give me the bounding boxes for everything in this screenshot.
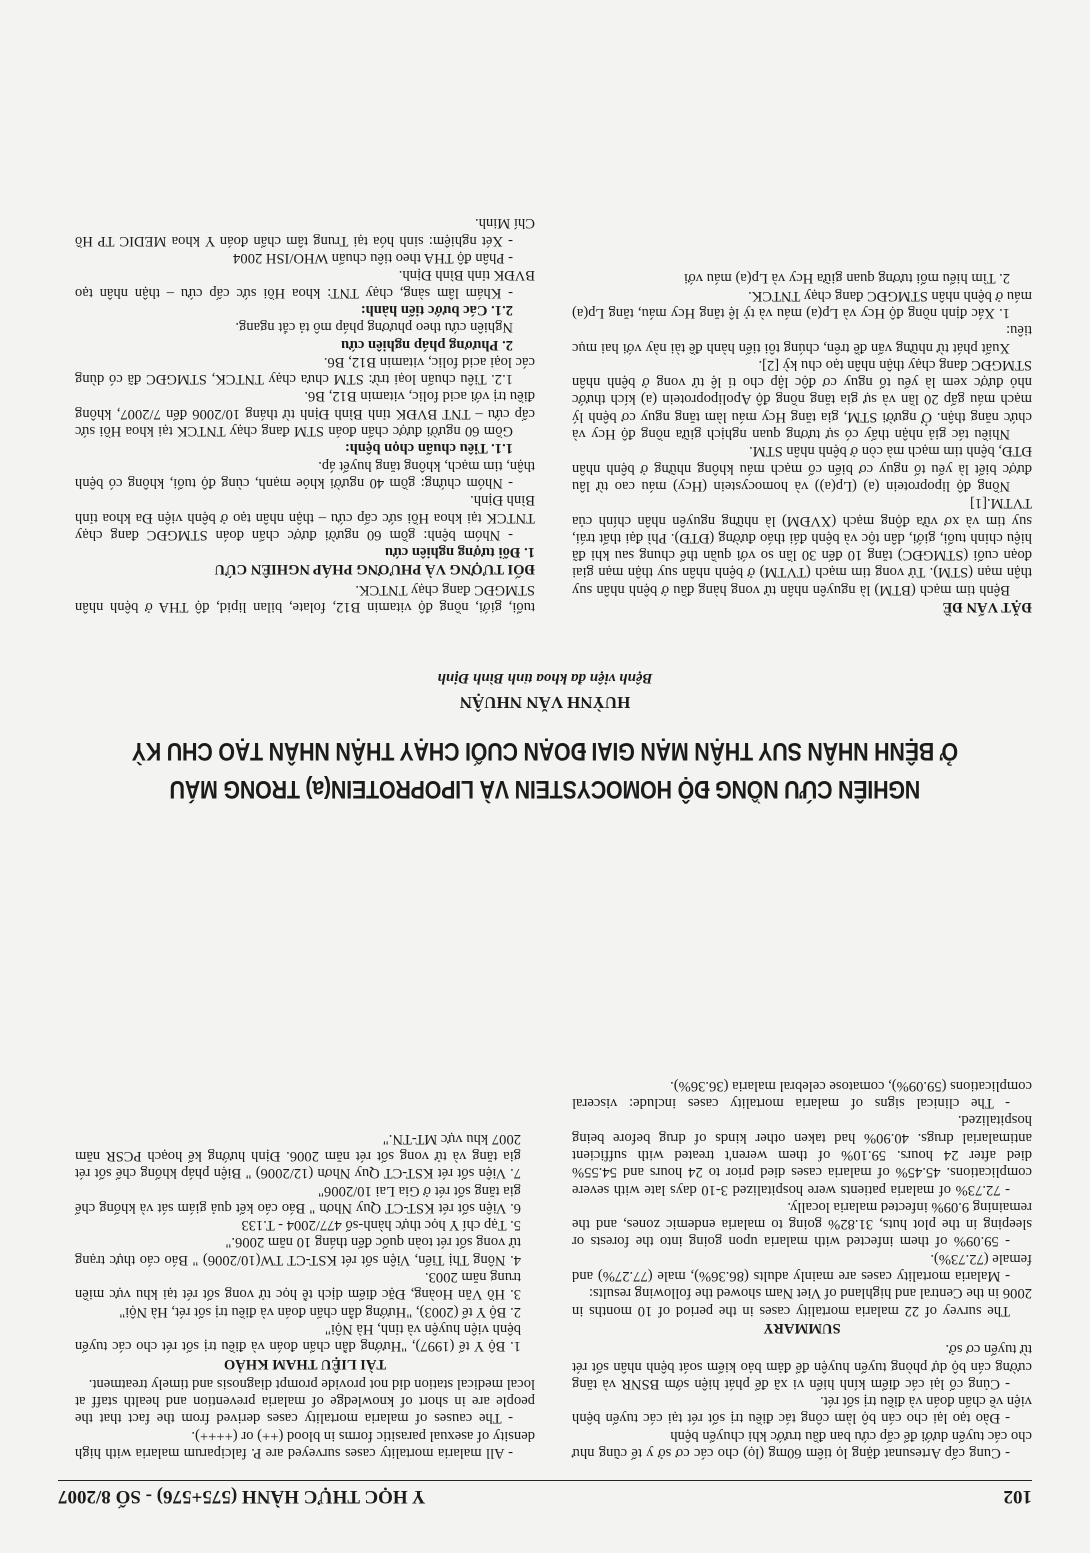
reference-item: 1. Bộ Y tế (1997), "Hướng dẫn chẩn đoán và điều trị sốt rét cho các tuyến bệnh viện huyện và tỉnh, Hà Nội" — [75, 1320, 521, 1355]
paragraph: The survey of 22 malaria mortality cases in the period of 10 months in 2006 in the Central and highland of Viet Nam showed the following results: — [572, 1285, 1032, 1319]
paragraph: - The clinical signs of malaria mortality cases include: visceral complications (59.09%), comatose celebral malaria (36.36%). — [572, 1077, 1032, 1112]
reference-item: 5. Tạp chí Y học thực hành-số 477/2004 - T.133 — [241, 1217, 521, 1234]
reference-item: 7. Viện sốt rét KST-CT Quy Nhơn (12/2006) " Biện pháp khống chế sốt rét gia tăng và tử vong sốt rét năm 2006. Định hướng kế hoạch PCSR năm 2007 khu vực MT-TN." — [75, 1130, 521, 1182]
paragraph: - 72.73% of malaria patients were hospitalized 3-10 days late with severe complications. 45.45% of malaria cases died prior to 24 hours and 54.55% died after 24 hours. 59.10% of them weren't treated with sufficient antimalarial drugs. 40.90% had taken other kinds of drug before being hospitalized. — [572, 1112, 1032, 1198]
summary-heading: SUMMARY — [763, 1319, 841, 1336]
paragraph: 1.2. Tiêu chuẩn loại trừ: STM chưa chạy TNTCK, STMGĐC đã có dùng các loại acid folic, vitamin B12, B6. — [75, 353, 535, 388]
paragraph: - Phân độ THA theo tiêu chuẩn WHO/ISH 2004 — [233, 250, 513, 267]
page-number: 102 — [1003, 1486, 1032, 1507]
reference-item: 3. Hồ Văn Hoàng, Đặc điểm dịch tễ học tử vong sốt rét tại khu vực miền trung năm 2003. — [75, 1269, 521, 1303]
reference-item: 4. Nông Thị Tiến, Viện sốt rét KST-CT TW(10/2006) " Báo cáo thực trạng tử vong sốt rét toàn quốc đến tháng 10 năm 2006." — [75, 1234, 521, 1268]
paragraph: - Cung cấp Artesunat đặng lọ tiêm 60mg (lọ) cho các cơ sở y tế cũng như cho các tuyến dưới để cấp cứu ban đầu trước khi chuyển bệnh — [572, 1427, 1032, 1461]
paragraph: - Nhóm chứng: gồm 40 người khỏe mạnh, cùng độ tuổi, không có bệnh thận, tim mạch, không tăng huyết áp. — [75, 457, 535, 491]
subsection-heading: 2.1. Các bước tiến hành: — [360, 301, 513, 318]
paragraph: Nhiều tác giả nhận thấy có sự tương quan nghịch giữa nồng độ Hcy và chức năng thận. Ở người STM, gia tăng Hcy máu làm tăng nguy cơ bệnh lý mạch máu gấp 20 lần và sự gia tăng nồng độ Apolipoprotein (a) kích thước nhỏ được xem là yếu tố nguy cơ độc lập cho tỉ lệ tử vong ở bệnh nhân STMGĐC đang chạy thận nhân tạo chu kỳ [2]. — [572, 356, 1032, 443]
paragraph: Nghiên cứu theo phương pháp mô tả cắt ngang. — [235, 319, 513, 336]
prev-article-left-column — [572, 1076, 1032, 1461]
paragraph: - Củng cố lại các điểm kính hiển vi xã để phát hiện sớm BSNR và tăng cường cán bộ dự phòng tuyến huyện để đảm bảo kiểm soát bệnh nhân sốt rét từ tuyến cơ sở. — [572, 1341, 1032, 1392]
paragraph: - Khám lâm sàng, chạy TNT: khoa Hồi sức cấp cứu – thận nhân tạo BVĐK tỉnh Bình Định. — [75, 267, 535, 301]
paragraph: - Nhóm bệnh: gồm 60 người được chẩn đoán STMGĐC đang chạy TNTCK tại khoa Hồi sức cấp cứu – thận nhân tạo ở bệnh viện Đa khoa tỉnh Bình Định. — [75, 492, 535, 543]
article-left-column — [572, 269, 1032, 615]
article-right-column — [75, 214, 535, 615]
paragraph: - All malaria mortality cases surveyed are P. falciparum malaria with high density of asexual parasitic forms in blood (++) or (++++). — [75, 1427, 535, 1461]
article-title-block — [58, 669, 1032, 808]
paragraph: - 59.09% of them infected with malaria upon going into the forests or sleeping in the plot huts, 31.82% going to malaria endemic zones, and the remaining 9.09% infected malaria locally. — [572, 1198, 1032, 1250]
paragraph: Bệnh tim mạch (BTM) là nguyên nhân tử vong hàng đầu ở bệnh nhân suy thận mạn (STM). Tử vong tim mạch (TVTM) ở bệnh nhân suy thận mạn giai đoạn cuối (STMGĐC) tăng 10 đến 30 lần so với quần thể chung sau khi đã hiệu chỉnh tuổi, giới, dân tộc và bệnh đái tháo đường (ĐTĐ). Phì đại thất trái, suy tim và xơ vữa động mạch (XVĐM) là những nguyên nhân chính của TVTM.[1] — [572, 495, 1032, 598]
section-heading: ĐẶT VẤN ĐỀ — [942, 599, 1032, 615]
paragraph: - The causes of malaria mortality cases derived from the fact that the people are in short of knowledge of malaria prevention and health staff at local medical station did not provide prompt diagnosis and timely treatment. — [75, 1375, 535, 1427]
reference-item: 2. Bộ Y tế (2003), "Hướng dẫn chẩn đoán và điều trị sốt rét, Hà Nội" — [119, 1303, 521, 1320]
running-head — [58, 1480, 1032, 1511]
paragraph: 2. Tìm hiểu mối tương quan giữa Hcy và Lp(a) máu với — [683, 270, 1010, 287]
paragraph: Xuất phát từ những vấn đề trên, chúng tôi tiến hành đề tài này với hai mục tiêu: — [572, 322, 1032, 356]
subsection-heading: 1.1. Tiêu chuẩn chọn bệnh: — [344, 440, 513, 457]
paragraph: - Xét nghiệm: sinh hóa tại Trung tâm chẩn đoán Y khoa MEDIC TP Hồ Chí Minh. — [75, 215, 535, 249]
article-title-line-1: NGHIÊN CỨU NỒNG ĐỘ HOMOCYSTEIN VÀ LIPOPROTEIN(a) TRONG MÁU — [169, 775, 921, 803]
reference-item: 6. Viện sốt rét KST-CT Quy Nhơn " Báo cáo kết quả giám sát và khống chế gia tăng sốt rét ở Gia Lai 10/2006" — [75, 1182, 521, 1216]
references-heading: TÀI LIỆU THAM KHẢO — [223, 1355, 387, 1372]
paragraph: - Đào tạo lại cho cán bộ làm công tác điều trị sốt rét tại các tuyến bệnh viện về chẩn đoán và điều trị sốt rét. — [572, 1393, 1032, 1427]
affiliation: Bệnh viện đa khoa tỉnh Bình Định — [437, 670, 653, 686]
subsection-heading: 2. Phương pháp nghiên cứu — [341, 336, 513, 353]
paragraph: - Malaria mortality cases are mainly adults (86.36%), male (77.27%) and female (72.73%). — [572, 1250, 1032, 1285]
journal-title: Y HỌC THỰC HÀNH (575+576) - SỐ 8/2007 — [58, 1486, 426, 1507]
paragraph: 1. Xác định nồng độ Hcy và Lp(a) máu và tỷ lệ tăng Hcy máu, tăng Lp(a) máu ở bệnh nhân STMGĐC đang chạy TNTCK. — [572, 287, 1032, 321]
section-heading: ĐỐI TƯỢNG VÀ PHƯƠNG PHÁP NGHIÊN CỨU — [214, 561, 535, 578]
paragraph: Nồng độ lipoprotein (a) (Lp(a)) và homocystein (Hcy) máu cao từ lâu được biết là yếu tố nguy cơ biến cố mạch máu không những ở bệnh nhân ĐTĐ, bệnh tim mạch mà còn ở bệnh nhân STM. — [572, 443, 1032, 494]
paragraph: tuổi, giới, nồng độ vitamin B12, folate, bilan lipid, độ THA ở bệnh nhân STMGĐC đang chạy TNTCK. — [75, 581, 535, 615]
author: HUỲNH VĂN NHUẬN — [459, 693, 631, 712]
article-title-line-2: Ở BỆNH NHÂN SUY THẬN MẠN GIAI ĐOẠN CUỐI CHẠY THẬN NHÂN TẠO CHU KỲ — [131, 737, 959, 765]
subsection-heading: 1. Đối tượng nghiên cứu — [384, 544, 535, 561]
prev-article-right-column — [75, 1129, 535, 1461]
paragraph: Gồm 60 người được chẩn đoán STM đang chạy TNTCK tại khoa Hồi sức cấp cứu – TNT BVĐK tỉnh Bình Định từ tháng 10/2006 đến 7/2007, không điều trị với acid folic, vitamin B12, B6. — [75, 388, 535, 440]
